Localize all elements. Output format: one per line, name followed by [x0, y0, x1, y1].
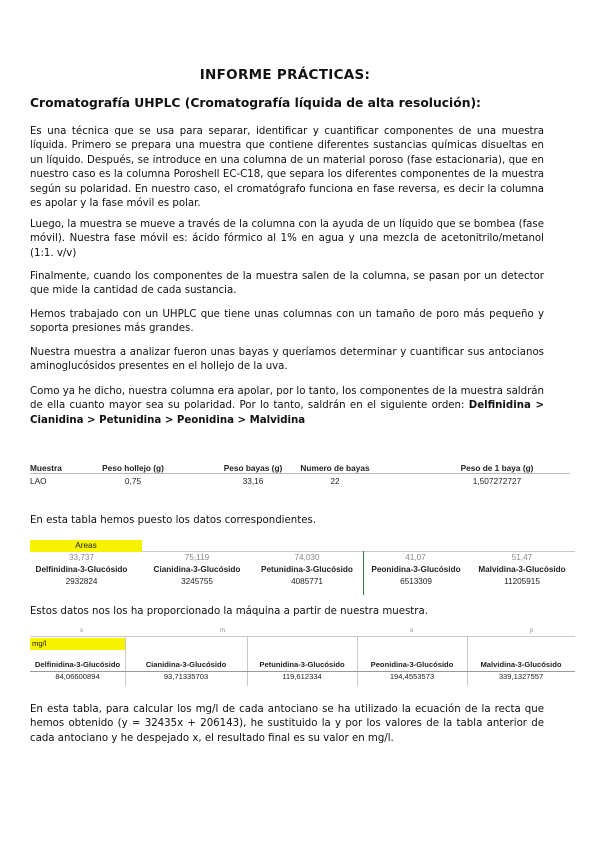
- areas-faint-4: 41,07: [405, 553, 426, 562]
- paragraph-order: [30, 385, 544, 428]
- table1-cell-peso-hollejo: 0,75: [124, 476, 142, 486]
- areas-table: [30, 538, 575, 594]
- areas-value-malvidina: 11205915: [504, 577, 540, 586]
- mg-value-petunidina: 119,612334: [282, 672, 322, 681]
- elution-order: Delfinidina > Cianidina > Petunidina > Peonidina > Malvidina: [30, 400, 544, 426]
- mg-header-delfinidina: Delfinidina-3-Glucósido: [34, 660, 121, 669]
- paragraph-table-note: En esta tabla hemos puesto los datos correspondientes.: [30, 515, 317, 526]
- areas-header-peonidina: Peonidina-3-Glucósido: [371, 565, 461, 574]
- section-heading: Cromatografía UHPLC (Cromatografía líquida de alta resolución):: [30, 96, 481, 110]
- mg-value-malvidina: 339,1327557: [498, 672, 544, 681]
- areas-faint-1: 33,737: [68, 553, 95, 562]
- paragraph-uhplc: Hemos trabajado con un UHPLC que tiene unas columnas con un tamaño de poro más pequeño y soporta presiones más grandes.: [30, 309, 544, 335]
- mg-header-petunidina: Petunidina-3-Glucósido: [259, 660, 345, 669]
- table1-header-numero-bayas: Numero de bayas: [300, 463, 370, 473]
- mg-mark-2: m: [220, 628, 225, 634]
- mg-header-peonidina: Peonidina-3-Glucósido: [370, 660, 454, 669]
- mg-value-peonidina: 194,4553573: [389, 672, 435, 681]
- table1-divider: [30, 473, 570, 474]
- concentration-table: [30, 630, 575, 686]
- mg-mark-1: s: [80, 628, 83, 634]
- mg-mark-5: p: [530, 628, 534, 634]
- mg-value-cianidina: 93,71335703: [163, 672, 209, 681]
- mg-top-line: [30, 636, 575, 637]
- paragraph-machine-data: Estos datos nos los ha proporcionado la máquina a partir de nuestra muestra.: [30, 606, 428, 617]
- table1-header-muestra: Muestra: [30, 463, 62, 473]
- paragraph-sample: Nuestra muestra a analizar fueron unas bayas y queríamos determinar y cuantificar sus antocianos aminoglucósidos presentes en el hollejo de la uva.: [30, 347, 544, 373]
- areas-value-cianidina: 3245755: [181, 577, 213, 586]
- areas-value-petunidina: 4085771: [291, 577, 323, 586]
- areas-value-delfinidina: 2932824: [65, 577, 98, 586]
- areas-top-line: [142, 551, 575, 552]
- areas-value-peonidina: 6513309: [400, 577, 432, 586]
- table1-header-peso-1-baya: Peso de 1 baya (g): [460, 463, 534, 473]
- table1-cell-numero-bayas: 22: [330, 476, 340, 486]
- mg-mark-4: o: [410, 628, 414, 634]
- paragraph-detector: Finalmente, cuando los componentes de la muestra salen de la columna, se pasan por un detector que mide la cantidad de cada sustancia.: [30, 271, 544, 297]
- mg-header-malvidina: Malvidina-3-Glucósido: [480, 660, 562, 669]
- areas-header-petunidina: Petunidina-3-Glucósido: [261, 565, 353, 574]
- areas-faint-2: 75,119: [184, 553, 210, 562]
- order-intro-text: Como ya he dicho, nuestra columna era apolar, por lo tanto, los componentes de la muestra saldrán de ella cuanto mayor sea su polaridad. Por lo tanto, saldrán en el siguiente orden:: [30, 386, 544, 412]
- table1-cell-peso-bayas: 33,16: [242, 476, 264, 486]
- areas-label: Areas: [75, 541, 97, 550]
- table1-header-peso-bayas: Peso bayas (g): [223, 463, 283, 473]
- table1-cell-peso-1-baya: 1,507272727: [472, 476, 522, 486]
- paragraph-calculation: En esta tabla, para calcular los mg/l de cada antociano se ha utilizado la ecuación de la recta que hemos obtenido (y = 32435x + 206143), he sustituido la y por los valores de la tabla anterior de cada antociano y he despejado x, el resultado final es su valor en mg/l.: [30, 704, 544, 744]
- paragraph-intro: Es una técnica que se usa para separar, identificar y cuantificar componentes de una muestra líquida. Primero se prepara una muestra que contiene diferentes sustancias químicas disueltas en un líquido. Después, se introduce en una columna de un material poroso (fase estacionaria), que en nuestro caso es la columna Poroshell EC-C18, que separa los diferentes componentes de la muestra según su polaridad. En nuestro caso, el cromatógrafo funciona en fase reversa, es decir la columna es apolar y la fase móvil es polar.: [30, 126, 544, 210]
- table1-header-peso-hollejo: Peso hollejo (g): [102, 463, 164, 473]
- mg-header-cianidina: Cianidina-3-Glucósido: [145, 660, 227, 669]
- areas-header-delfinidina: Delfinidina-3-Glucósido: [35, 565, 128, 574]
- areas-header-cianidina: Cianidina-3-Glucósido: [153, 565, 241, 574]
- table1-cell-muestra: LAO: [30, 476, 47, 486]
- mg-label: mg/l: [32, 639, 47, 648]
- report-title: INFORME PRÁCTICAS:: [199, 67, 371, 83]
- mg-value-delfinidina: 84,06600894: [55, 672, 100, 681]
- paragraph-mobile-phase: Luego, la muestra se mueve a través de la columna con la ayuda de un líquido que se bombea (fase móvil). Nuestra fase móvil es: ácido fórmico al 1% en agua y una mezcla de acetonitrilo/metanol (1:1. v/v): [30, 219, 544, 259]
- areas-header-malvidina: Malvidina-3-Glucósido: [478, 565, 566, 574]
- areas-faint-5: 51,47: [511, 553, 533, 562]
- areas-faint-3: 74,030: [294, 553, 320, 562]
